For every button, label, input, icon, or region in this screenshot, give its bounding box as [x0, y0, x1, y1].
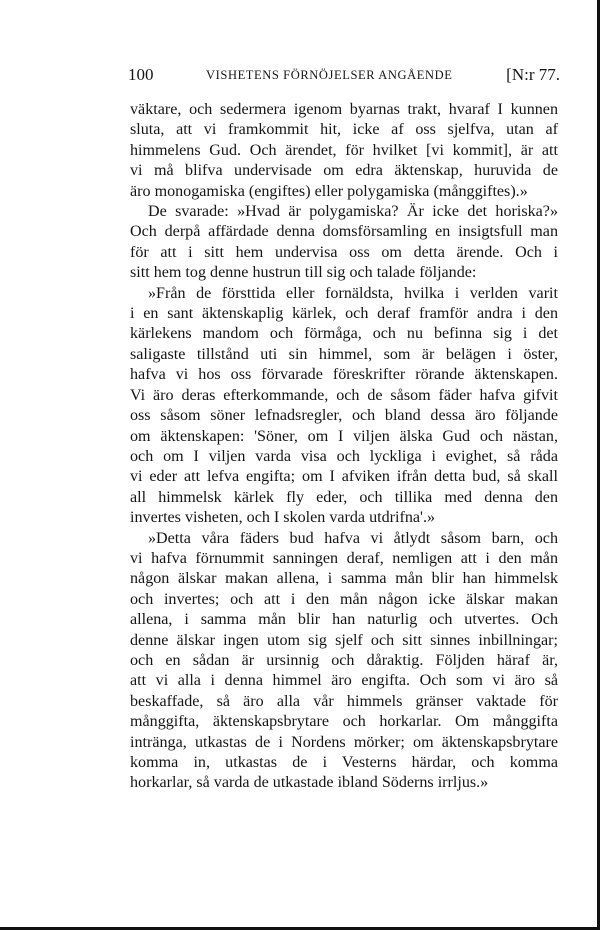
text-line: och om I viljen varda visa och lyckliga i evighet, så råda: [130, 447, 558, 465]
text-line: någon älskar makan allena, i samma mån blir han himmelsk: [130, 570, 558, 588]
page-number: 100: [128, 65, 154, 84]
text-line: »Från de försttida eller fornäldsta, hvilka i verlden varit: [148, 284, 558, 302]
text-line: horkarlar, så varda de utkastade ibland Söderns irrljus.»: [130, 774, 489, 792]
running-header: [128, 65, 560, 87]
text-line: all himmelsk kärlek fly eder, och tillika med denna den: [130, 488, 558, 506]
text-line: äro monogamiska (engiftes) eller polygamiska (månggiftes).»: [130, 182, 528, 200]
text-line: vi hafva förnummit sanningen deraf, nemligen att i den mån: [130, 549, 558, 567]
text-line: himmelens Gud. Och ärendet, för hvilket [vi kommit], är att: [130, 141, 558, 159]
text-line: Och derpå affärdade denna domsförsamling en insigtsfull man: [130, 223, 558, 241]
text-line: oss såsom söner lefnadsregler, och bland dessa äro följande: [130, 407, 558, 425]
text-line: saligaste tillstånd uti sin himmel, som är belägen i öster,: [130, 345, 558, 363]
text-line: och en sådan är ursinnig och dåraktig. Följden häraf är,: [130, 651, 558, 669]
text-line: månggifta, äktenskapsbrytare och horkarlar. Om månggifta: [130, 713, 558, 731]
text-line: denne älskar ingen utom sig sjelf och sitt sinnes inbillningar;: [130, 631, 558, 649]
text-line: för att i sitt hem undervisa oss om detta ärende. Och i: [130, 243, 558, 261]
text-line: väktare, och sedermera igenom byarnas trakt, hvaraf I kunnen: [130, 101, 558, 118]
text-line: hafva vi hos oss förvarade föreskrifter rörande äktenskapen.: [130, 366, 558, 384]
text-line: beskaffade, så äro alla vår himmels gränser vaktade för: [130, 692, 558, 710]
text-line: vi må blifva undervisade om edra äktenskap, huruvida de: [130, 162, 558, 180]
running-title: VISHETENS FÖRNÖJELSER ANGÅENDE: [206, 68, 453, 82]
text-line: kärlekens mandom och förmåga, och nu befinna sig i det: [130, 325, 558, 343]
text-line: sitt hem tog denne hustrun till sig och talade följande:: [130, 264, 477, 282]
text-line: allena, i samma mån blir han naturlig och utvertes. Och: [130, 611, 558, 629]
text-line: »Detta våra fäders bud hafva vi åtlydt såsom barn, och: [148, 529, 558, 547]
text-line: och invertes; och att i den mån någon icke älskar makan: [130, 590, 558, 608]
section-number: [N:r 77.: [506, 65, 560, 84]
text-line: om äktenskapen: 'Söner, om I viljen älska Gud och nästan,: [130, 427, 558, 445]
text-line: sluta, att vi framkommit hit, icke af oss sjelfva, utan af: [130, 121, 558, 139]
text-line: komma in, utkastas de i Vesterns härdar, och komma: [130, 754, 558, 771]
text-line: invertes visheten, och I skolen varda utdrifna'.»: [130, 509, 436, 527]
body-text: [130, 100, 558, 794]
text-line: Vi äro deras efterkommande, och de såsom fäder hafva gifvit: [130, 386, 558, 404]
text-line: intränga, utkastas de i Nordens mörker; om äktenskapsbrytare: [130, 733, 558, 751]
text-line: De svarade: »Hvad är polygamiska? Är icke det horiska?»: [148, 203, 558, 221]
text-line: i en sant äktenskaplig kärlek, och deraf framför andra i den: [130, 305, 558, 323]
text-line: vi eder att lefva engifta; om I afviken ifrån detta bud, så skall: [130, 468, 558, 486]
text-line: att vi alla i denna himmel äro engifta. Och som vi äro så: [130, 672, 558, 690]
